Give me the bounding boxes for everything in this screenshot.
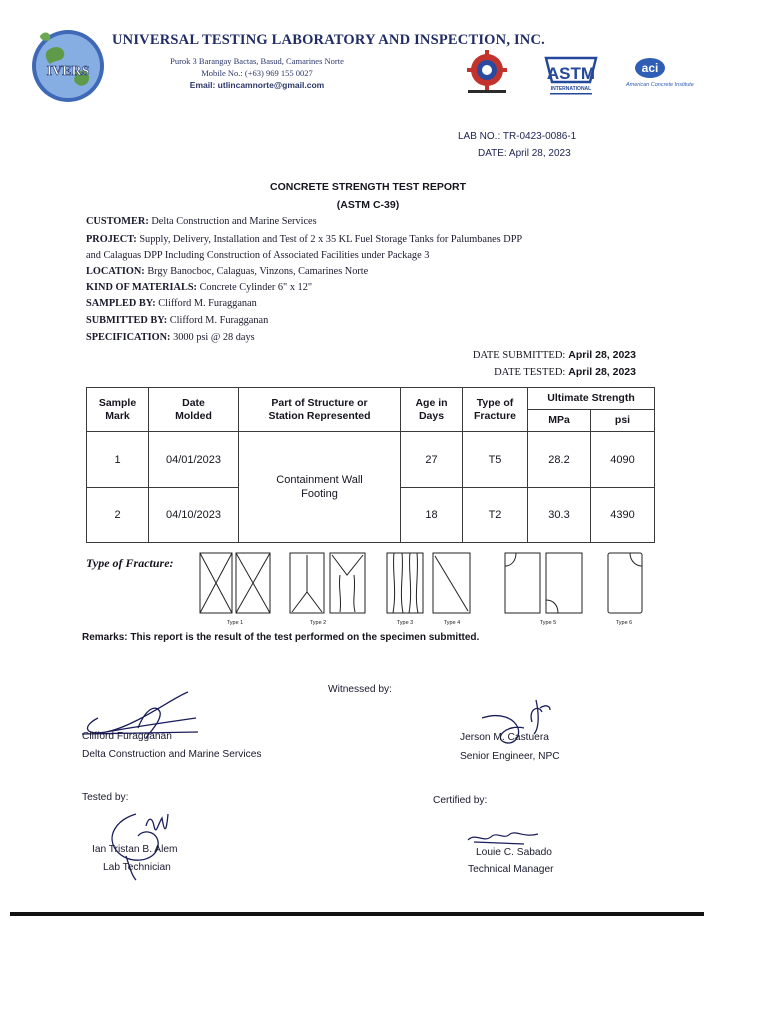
header-fracture-type: Type of Fracture <box>463 388 528 432</box>
company-email: Email: utlincamnorte@gmail.com <box>189 80 325 90</box>
tester-title: Lab Technician <box>103 862 171 873</box>
dpwh-accreditation-logo <box>462 50 512 96</box>
detail-kind-of-materials <box>86 281 312 295</box>
date-tested-label: DATE TESTED: <box>494 367 566 378</box>
fracture-types-label: Type of Fracture: <box>86 556 174 570</box>
company-mobile: Mobile No.: (+63) 969 155 0027 <box>201 68 313 78</box>
header-age: Age in Days <box>401 388 463 432</box>
fracture-type-5 <box>505 553 582 613</box>
cell-sample-mark: 2 <box>87 488 149 543</box>
cell-fracture-type: T5 <box>463 432 528 488</box>
lab-number: LAB NO.: TR-0423-0086-1 <box>458 131 577 142</box>
report-date: DATE: April 28, 2023 <box>478 148 571 159</box>
detail-label: CUSTOMER: <box>86 216 149 227</box>
detail-label: SAMPLED BY: <box>86 298 156 309</box>
date-submitted-label: DATE SUBMITTED: <box>472 350 566 361</box>
date-submitted <box>473 348 636 363</box>
fracture-type-1 <box>200 553 270 613</box>
fracture-type-label: Type 2 <box>309 620 327 626</box>
cell-psi: 4090 <box>591 432 655 488</box>
detail-project <box>86 233 522 247</box>
remarks: Remarks: This report is the result of the test performed on the specimen submitted. <box>82 632 480 643</box>
cell-sample-mark: 1 <box>87 432 149 488</box>
astm-logo <box>538 52 604 98</box>
company-logo <box>26 28 110 104</box>
customer-rep-title: Delta Construction and Marine Services <box>82 749 262 760</box>
detail-value: Concrete Cylinder 6" x 12" <box>199 282 313 293</box>
detail-label: SUBMITTED BY: <box>86 315 168 326</box>
date-tested <box>494 365 636 380</box>
detail-customer <box>86 215 317 229</box>
tester-name: Ian Tristan B. Alem <box>92 844 178 855</box>
company-name: UNIVERSAL TESTING LABORATORY AND INSPECTION, INC. <box>112 32 545 48</box>
cell-fracture-type: T2 <box>463 488 528 543</box>
date-tested-value: April 28, 2023 <box>568 366 636 378</box>
header-psi: psi <box>591 410 655 432</box>
witnessed-by-label: Witnessed by: <box>328 684 392 695</box>
fracture-type-label: Type 6 <box>615 620 633 626</box>
cell-date-molded: 04/10/2023 <box>149 488 239 543</box>
tested-by-label: Tested by: <box>82 792 129 803</box>
detail-submitted-by <box>86 314 268 328</box>
header-sample-mark: Sample Mark <box>87 388 149 432</box>
certified-by-label: Certified by: <box>433 795 488 806</box>
astm-logo-text: ASTM <box>546 64 596 83</box>
cell-age: 27 <box>401 432 463 488</box>
cell-psi: 4390 <box>591 488 655 543</box>
cell-age: 18 <box>401 488 463 543</box>
cell-mpa: 30.3 <box>528 488 591 543</box>
witness-name: Jerson M. Castuera <box>460 732 549 743</box>
fracture-type-2 <box>290 553 365 613</box>
witness-title: Senior Engineer, NPC <box>460 751 560 762</box>
fracture-type-label: Type 1 <box>226 620 244 626</box>
aci-logo-text: aci <box>641 61 659 75</box>
bottom-rule <box>10 912 704 916</box>
detail-label: KIND OF MATERIALS: <box>86 282 197 293</box>
logo-lettering: IVERS <box>46 64 90 79</box>
fracture-type-label: Type 3 <box>396 620 414 626</box>
astm-logo-subtext: INTERNATIONAL <box>550 86 592 92</box>
fracture-type-label: Type 5 <box>539 620 557 626</box>
cell-part-of-structure: Containment Wall Footing <box>239 432 401 543</box>
detail-label: SPECIFICATION: <box>86 332 171 343</box>
header-date-molded: Date Molded <box>149 388 239 432</box>
cell-date-molded: 04/01/2023 <box>149 432 239 488</box>
aci-logo-subtext: American Concrete Institute <box>626 82 694 88</box>
detail-specification <box>86 331 255 345</box>
detail-value: 3000 psi @ 28 days <box>173 332 255 343</box>
certifier-title: Technical Manager <box>468 864 554 875</box>
fracture-types-diagram <box>190 546 654 630</box>
date-submitted-value: April 28, 2023 <box>568 349 636 361</box>
header-mpa: MPa <box>528 410 591 432</box>
strength-results-table <box>86 387 655 543</box>
detail-value: and Calaguas DPP Including Construction of Associated Facilities under Package 3 <box>86 250 430 261</box>
table-row <box>87 432 655 488</box>
detail-project-continued <box>86 249 429 263</box>
detail-value: Delta Construction and Marine Services <box>151 216 317 227</box>
report-standard: (ASTM C-39) <box>336 199 400 211</box>
header-part-of-structure: Part of Structure or Station Represented <box>239 388 401 432</box>
fracture-type-label: Type 4 <box>443 620 461 626</box>
detail-sampled-by <box>86 297 257 311</box>
detail-value: Clifford M. Furagganan <box>158 298 257 309</box>
detail-label: PROJECT: <box>86 234 137 245</box>
fracture-type-6 <box>608 553 642 613</box>
header-ultimate-strength: Ultimate Strength <box>528 388 655 410</box>
report-title: CONCRETE STRENGTH TEST REPORT <box>269 181 466 193</box>
certifier-name: Louie C. Sabado <box>476 847 552 858</box>
company-contact <box>112 55 402 91</box>
customer-rep-name: Clifford Furagganan <box>82 731 172 742</box>
detail-label: LOCATION: <box>86 266 145 277</box>
table-header-row <box>87 388 655 410</box>
certifier-signature <box>464 826 544 848</box>
cell-mpa: 28.2 <box>528 432 591 488</box>
detail-value: Brgy Banocboc, Calaguas, Vinzons, Camarines Norte <box>147 266 369 277</box>
detail-value: Clifford M. Furagganan <box>169 315 269 326</box>
detail-location <box>86 265 368 279</box>
fracture-type-4 <box>433 553 470 613</box>
fracture-type-3 <box>387 553 423 613</box>
detail-value: Supply, Delivery, Installation and Test of 2 x 35 KL Fuel Storage Tanks for Palumbanes DPP <box>139 234 523 245</box>
aci-logo <box>624 56 704 94</box>
company-address: Purok 3 Barangay Bactas, Basud, Camarines Norte <box>170 56 344 66</box>
